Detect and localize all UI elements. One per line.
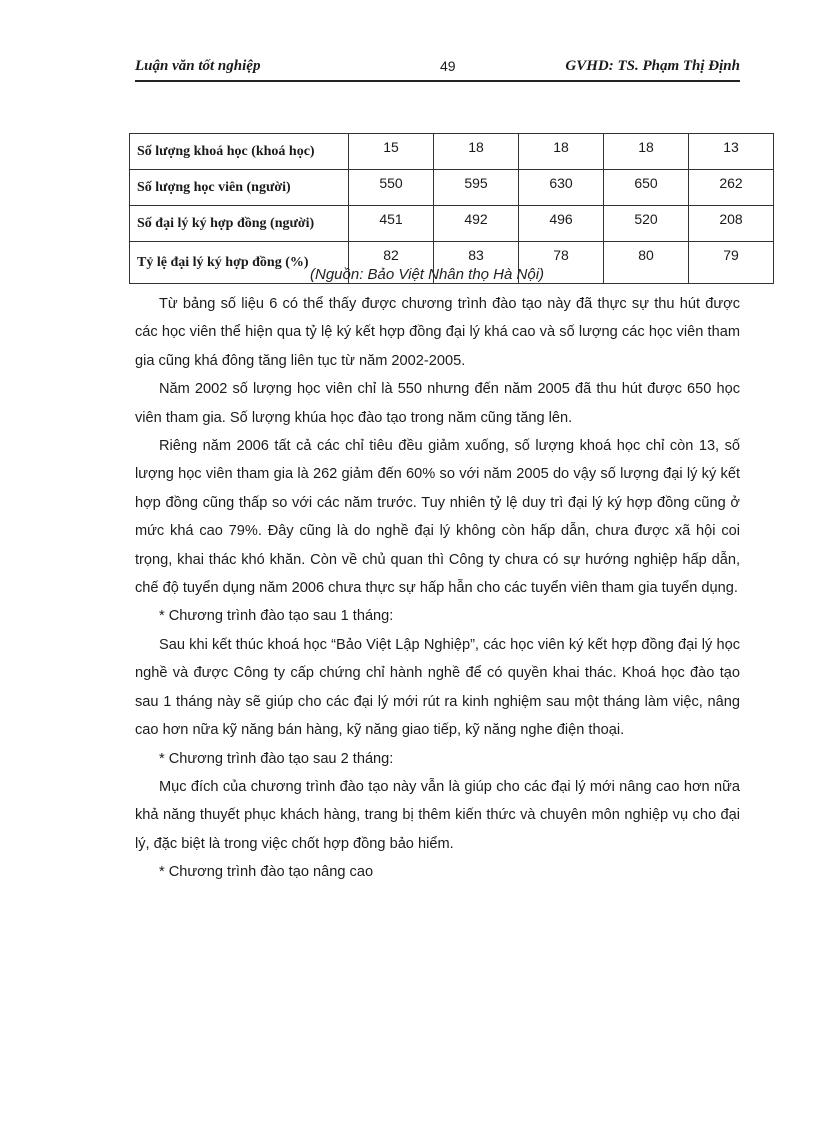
training-statistics-table (129, 133, 774, 284)
table-cell: 18 (604, 134, 689, 170)
table-cell: 15 (349, 134, 434, 170)
table-cell: 82 (349, 242, 434, 284)
section-heading: * Chương trình đào tạo sau 1 tháng: (159, 608, 394, 625)
table-cell: 18 (519, 134, 604, 170)
table-cell: 520 (604, 206, 689, 242)
paragraph: Riêng năm 2006 tất cả các chỉ tiêu đều giảm xuống, số lượng khoá học chỉ còn 13, số lượng học viên tham gia là 262 giảm đến 60% so với năm 2005 do vậy số lượng đại lý ký kết hợp đồng cũng thấp so với các năm trước. Tuy nhiên tỷ lệ duy trì đại lý ký hợp đồng cũng ở mức khá cao 79%. Đây cũng là do nghề đại lý không còn hấp dẫn, chưa được xã hội coi trọng, khai thác khó khăn. Còn về chủ quan thì Công ty chưa có sự hướng nghiệp hấp dẫn, chế độ tuyển dụng năm 2006 chưa thực sự hấp hẫn cho các tuyển viên tham gia tuyển dụng. (135, 438, 740, 597)
page-header (135, 56, 740, 82)
table-source-note: (Nguồn: Bảo Việt Nhân thọ Hà Nội) (310, 266, 545, 283)
table-cell: 79 (689, 242, 774, 284)
row-label: Số đại lý ký hợp đồng (người) (130, 206, 349, 242)
table-cell: 650 (604, 170, 689, 206)
table-cell: 83 (434, 242, 519, 284)
table-cell: 630 (519, 170, 604, 206)
paragraph: Năm 2002 số lượng học viên chỉ là 550 nhưng đến năm 2005 đã thu hút được 650 học viên tham gia. Số lượng khúa học đào tạo trong năm cũng tăng lên. (135, 381, 740, 426)
table-row (130, 134, 774, 170)
table-row (130, 170, 774, 206)
section-heading: * Chương trình đào tạo sau 2 tháng: (159, 750, 394, 767)
header-thesis-title: Luận văn tốt nghiệp (135, 58, 261, 74)
section-heading: * Chương trình đào tạo nâng cao (159, 864, 374, 881)
row-label: Tỷ lệ đại lý ký hợp đồng (%) (130, 242, 349, 284)
paragraph: Sau khi kết thúc khoá học “Bảo Việt Lập Nghiệp”, các học viên ký kết hợp đồng đại lý học nghề và được Công ty cấp chứng chỉ hành nghề để có quyền khai thác. Khoá học đào tạo sau 1 tháng này sẽ giúp cho các đại lý mới rút ra kinh nghiệm sau một tháng làm việc, nâng cao hơn nữa kỹ năng bán hàng, kỹ năng giao tiếp, kỹ năng nghe điện thoại. (135, 636, 740, 739)
table-cell: 496 (519, 206, 604, 242)
table-cell: 492 (434, 206, 519, 242)
body-text (135, 290, 740, 887)
paragraph: Từ bảng số liệu 6 có thể thấy được chương trình đào tạo này đã thực sự thu hút được các học viên thể hiện qua tỷ lệ ký kết hợp đồng đại lý khá cao và số lượng các học viên tham gia cũng khá đông tăng liên tục từ năm 2002-2005. (135, 296, 740, 369)
table-cell: 13 (689, 134, 774, 170)
paragraph: Mục đích của chương trình đào tạo này vẫn là giúp cho các đại lý mới nâng cao hơn nữa khả năng thuyết phục khách hàng, trang bị thêm kiến thức và chuyên môn nghiệp vụ cho đại lý, đặc biệt là trong việc chốt hợp đồng bảo hiểm. (135, 778, 740, 852)
table-cell: 80 (604, 242, 689, 284)
table-cell: 550 (349, 170, 434, 206)
page-number: 49 (440, 58, 456, 74)
table-cell: 451 (349, 206, 434, 242)
table-cell: 595 (434, 170, 519, 206)
header-supervisor: GVHD: TS. Phạm Thị Định (565, 58, 740, 74)
table-cell: 18 (434, 134, 519, 170)
table-cell: 262 (689, 170, 774, 206)
row-label: Số lượng khoá học (khoá học) (130, 134, 349, 170)
table-cell: 78 (519, 242, 604, 284)
table-row (130, 206, 774, 242)
table-cell: 208 (689, 206, 774, 242)
row-label: Số lượng học viên (người) (130, 170, 349, 206)
